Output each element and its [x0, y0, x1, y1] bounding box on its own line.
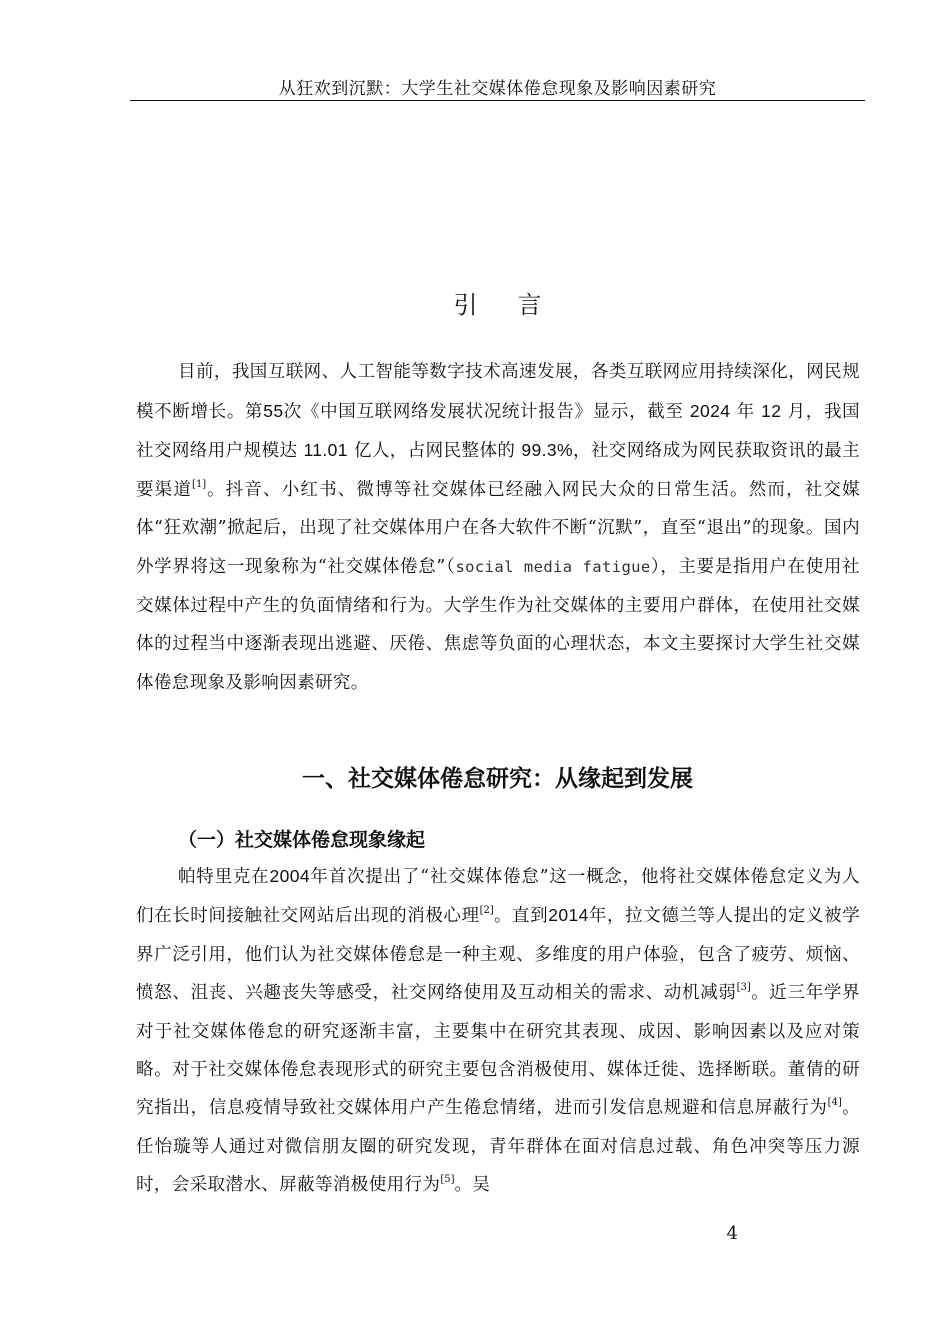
intro-text-c: 年: [736, 401, 755, 422]
section-title: 一、社交媒体倦怠研究：从缘起到发展: [302, 766, 693, 792]
body-number-2004: 2004: [269, 866, 310, 886]
intro-number-users: 11.01: [303, 440, 348, 461]
intro-english-term: social media fatigue: [455, 557, 651, 576]
intro-text-h: ），主要是指用户在使用社交媒体过程中产生的负面情绪和行为。大学生作为社交媒体的主要用户群体，在使用社交媒体的过程当中逐渐表现出逃避、厌倦、焦虑等负面的心理状态，本文主要探讨大学生社交媒体倦怠现象及影响因素研究。: [136, 556, 860, 693]
intro-number-55: 55: [263, 400, 284, 421]
body-text-b: 年首次提出了“社交媒体倦怠”这一概念，他将社交媒体倦怠定义为人们在长时间接触社交网站后出现的消极心理: [136, 867, 860, 927]
intro-text-a: 目前，我国互联网、人工智能等数字技术高速发展，各类互联网应用持续深化，网民规模不断增长。第: [136, 362, 860, 422]
intro-text-b: 次《中国互联网络发展状况统计报告》显示，截至: [283, 401, 684, 422]
intro-number-12: 12: [761, 400, 782, 421]
body-text-g: 。吴: [454, 1175, 491, 1196]
intro-text-g: 。抖音、小红书、微博等社交媒体已经融入网民大众的日常生活。然而，社交媒体“狂欢潮”掀起后，出现了社交媒体用户在各大软件不断“沉默”，直至“退出”的现象。国内外学界将这一现象称为“社交媒体倦怠”（: [136, 479, 861, 577]
intro-text-f: ，社交网络成为网民获取资讯的最主要渠道: [136, 441, 860, 500]
intro-title: 引言: [453, 291, 582, 319]
intro-number-percent: 99.3%: [521, 440, 573, 461]
body-text-e: 。近三年学界对于社交媒体倦怠的研究逐渐丰富，主要集中在研究其表现、成因、影响因素以及应对策略。对于社交媒体倦怠表现形式的研究主要包含消极使用、媒体迁徙、选择断联。董倩的研究指出，信息疫情导致社交媒体用户产生倦怠情绪，进而引发信息规避和信息屏蔽行为: [136, 983, 860, 1119]
body-paragraph: [136, 857, 860, 1205]
running-header: 从狂欢到沉默：大学生社交媒体倦怠现象及影响因素研究: [278, 79, 717, 99]
subsection-title: （一）社交媒体倦怠现象缘起: [178, 829, 426, 851]
body-number-2014: 2014: [548, 905, 589, 926]
body-text-a: 帕特里克在: [178, 867, 270, 887]
intro-text-d: 月，我国社交网络用户规模达: [136, 401, 861, 462]
intro-paragraph: [136, 353, 860, 702]
citation-2: [2]: [479, 905, 494, 917]
intro-number-2024: 2024: [689, 400, 731, 421]
body-text-f: 。任怡璇等人通过对微信朋友圈的研究发现，青年群体在面对信息过载、角色冲突等压力源时，会采取潜水、屏蔽等消极使用行为: [136, 1098, 860, 1196]
header-rule: [130, 100, 865, 101]
body-text-d: 年，拉文德兰等人提出的定义被学界广泛引用，他们认为社交媒体倦怠是一种主观、多维度的用户体验，包含了疲劳、烦恼、愤怒、沮丧、兴趣丧失等感受，社交网络使用及互动相关的需求、动机减弱: [136, 906, 860, 1004]
citation-5: [5]: [440, 1174, 455, 1186]
citation-3: [3]: [736, 982, 751, 994]
body-text-c: 。直到: [493, 906, 549, 927]
intro-text-e: 亿人，占网民整体的: [353, 441, 516, 462]
citation-1: [1]: [192, 478, 207, 490]
page-number: 4: [726, 1223, 738, 1244]
citation-4: [4]: [827, 1097, 842, 1109]
